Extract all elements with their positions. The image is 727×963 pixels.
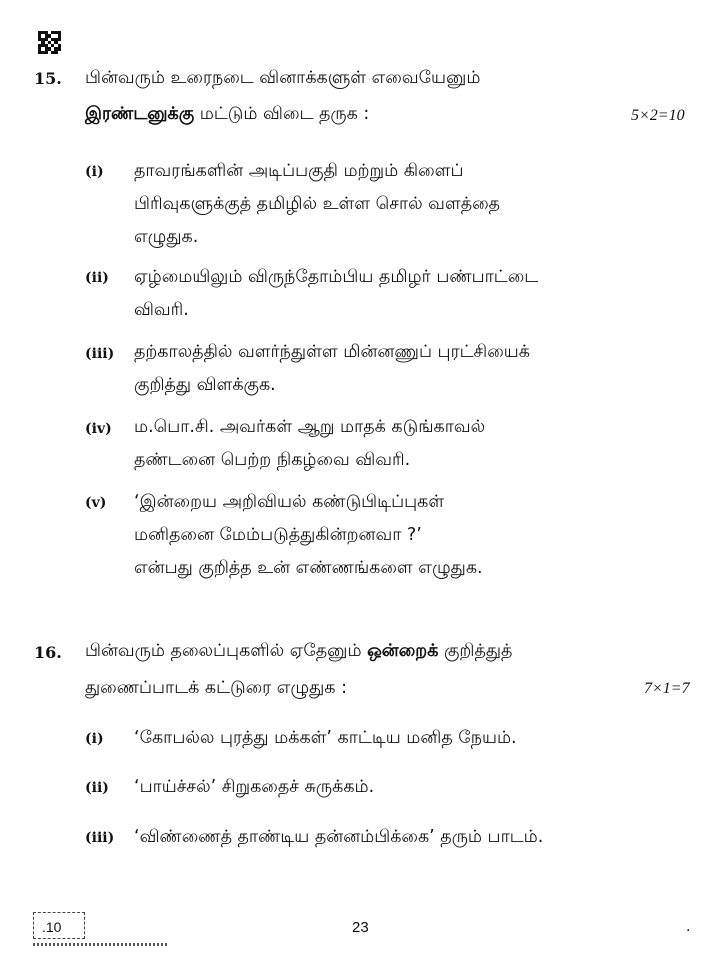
- barcode-strip: [33, 943, 167, 946]
- sub-question-line: ‘இன்றைய அறிவியல் கண்டுபிடிப்புகள்: [134, 492, 445, 512]
- sub-question-line: மனிதனை மேம்படுத்துகின்றனவா ?’: [134, 525, 422, 545]
- intro-text: குறித்துத்: [438, 641, 513, 661]
- sub-question-label: (v): [85, 495, 107, 511]
- paper-code: .10: [42, 919, 62, 935]
- question-intro: பின்வரும் உரைநடை வினாக்களுள் எவையேனும்: [85, 68, 481, 88]
- sub-question-line: ஏழ்மையிலும் விருந்தோம்பிய தமிழர் பண்பாட்டை: [134, 267, 539, 287]
- sub-question-line: குறித்து விளக்குக.: [134, 375, 276, 395]
- sub-question-line: தண்டனை பெற்ற நிகழ்வை விவரி.: [134, 450, 411, 470]
- sub-question-line: ‘விண்ணைத் தாண்டிய தன்னம்பிக்கை’ தரும் பாடம்.: [134, 827, 544, 847]
- sub-question-line: ‘பாய்ச்சல்’ சிறுகதைச் சுருக்கம்.: [134, 777, 375, 797]
- sub-question-label: (ii): [85, 270, 109, 286]
- sub-question-line: என்பது குறித்த உன் எண்ணங்களை எழுதுக.: [134, 558, 483, 578]
- question-intro: [85, 643, 512, 661]
- question-marks: 5×2=10: [631, 107, 685, 124]
- sub-question-line: எழுதுக.: [134, 227, 199, 247]
- sub-question-line: தற்காலத்தில் வளர்ந்துள்ள மின்னணுப் புரட்சியைக்: [134, 342, 530, 362]
- question-number: 15.: [34, 69, 62, 88]
- sub-question-line: தாவரங்களின் அடிப்பகுதி மற்றும் கிளைப்: [134, 161, 464, 181]
- sub-question-label: (iii): [85, 346, 115, 362]
- question-number: 16.: [34, 643, 62, 662]
- question-instruction: [85, 106, 369, 124]
- sub-question-label: (iv): [85, 421, 112, 437]
- sub-question-line: விவரி.: [134, 300, 189, 320]
- page-number: 23: [352, 919, 369, 936]
- sub-question-label: (i): [85, 731, 104, 747]
- intro-text: பின்வரும் தலைப்புகளில் ஏதேனும்: [85, 641, 368, 661]
- intro-emphasis: ஒன்றைக்: [367, 641, 439, 661]
- paper-code-box: [33, 912, 85, 939]
- instruction-text: மட்டும் விடை தருக :: [194, 104, 370, 124]
- sub-question-line: ம.பொ.சி. அவர்கள் ஆறு மாதக் கடுங்காவல்: [134, 417, 486, 437]
- sub-question-line: பிரிவுகளுக்குத் தமிழில் உள்ள சொல் வளத்தை: [134, 194, 501, 214]
- sub-question-label: (iii): [85, 830, 115, 846]
- page-dot: .: [686, 918, 691, 935]
- instruction-emphasis: இரண்டனுக்கு: [85, 104, 195, 124]
- question-marks: 7×1=7: [644, 680, 690, 697]
- sub-question-line: ‘கோபல்ல புரத்து மக்கள்’ காட்டிய மனித நேயம்.: [134, 728, 517, 748]
- sub-question-label: (i): [85, 164, 104, 180]
- qr-code-icon: [38, 31, 61, 54]
- sub-question-label: (ii): [85, 780, 109, 796]
- question-instruction: துணைப்பாடக் கட்டுரை எழுதுக :: [85, 678, 347, 698]
